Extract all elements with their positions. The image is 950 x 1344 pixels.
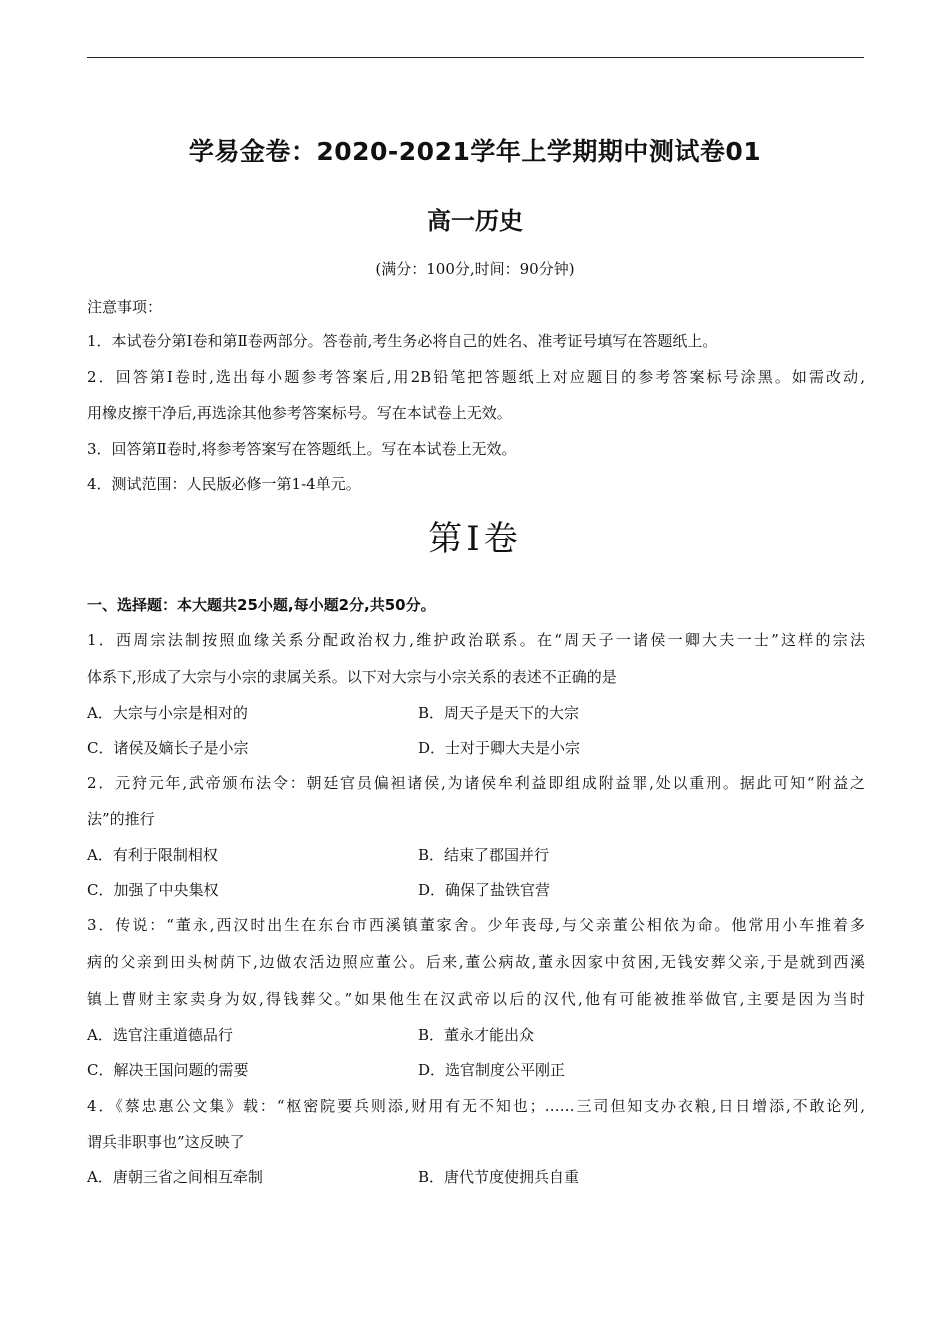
question-4-text: 谓兵非职事也”这反映了 [87, 1133, 245, 1151]
question-3-option-c: C．解决王国问题的需要 [87, 1061, 249, 1079]
question-3-text: 病的父亲到田头树荫下,边做农活边照应董公。后来,董公病故,董永因家中贫困,无钱安葬父亲,于是就到西溪 [87, 953, 865, 971]
question-2-option-c: C．加强了中央集权 [87, 881, 219, 899]
question-1-text: 体系下,形成了大宗与小宗的隶属关系。以下对大宗与小宗关系的表述不正确的是 [87, 668, 617, 686]
notice-item: 1．本试卷分第Ⅰ卷和第Ⅱ卷两部分。答卷前,考生务必将自己的姓名、准考证号填写在答题纸上。 [87, 332, 718, 350]
question-1-option-d: D．士对于卿大夫是小宗 [418, 739, 581, 757]
section-title: 一、选择题：本大题共25小题,每小题2分,共50分。 [87, 596, 436, 614]
question-3-option-a: A．选官注重道德品行 [87, 1026, 233, 1044]
notice-item: 2．回答第Ⅰ卷时,选出每小题参考答案后,用2B铅笔把答题纸上对应题目的参考答案标号涂黑。如需改动, [87, 368, 865, 386]
header-rule [87, 57, 864, 58]
question-3-option-d: D．选官制度公平刚正 [418, 1061, 566, 1079]
question-1-option-b: B．周天子是天下的大宗 [418, 704, 580, 722]
question-3-option-b: B．董永才能出众 [418, 1026, 535, 1044]
volume-title: 第Ⅰ卷 [428, 519, 522, 559]
notice-item: 3．回答第Ⅱ卷时,将参考答案写在答题纸上。写在本试卷上无效。 [87, 440, 517, 458]
notice-item: 4．测试范围：人民版必修一第1-4单元。 [87, 475, 361, 493]
notice-item: 用橡皮擦干净后,再选涂其他参考答案标号。写在本试卷上无效。 [87, 404, 512, 422]
question-4-option-b: B．唐代节度使拥兵自重 [418, 1168, 580, 1186]
question-1-option-a: A．大宗与小宗是相对的 [87, 704, 248, 722]
exam-title: 学易金卷：2020-2021学年上学期期中测试卷01 [188, 137, 762, 166]
question-2-text: 法”的推行 [87, 810, 155, 828]
question-1-text: 1．西周宗法制按照血缘关系分配政治权力,维护政治联系。在“周天子一诸侯一卿大夫一士”这样的宗法 [87, 631, 865, 649]
question-2-option-d: D．确保了盐铁官营 [418, 881, 551, 899]
notice-heading: 注意事项： [87, 298, 163, 316]
score-info: (满分：100分,时间：90分钟) [375, 260, 575, 278]
question-4-option-a: A．唐朝三省之间相互牵制 [87, 1168, 263, 1186]
question-1-option-c: C．诸侯及嫡长子是小宗 [87, 739, 249, 757]
question-4-text: 4．《蔡忠惠公文集》载：“枢密院要兵则添,财用有无不知也；……三司但知支办衣粮,日日增添,不敢论列, [87, 1097, 865, 1115]
question-2-option-b: B．结束了郡国并行 [418, 846, 550, 864]
subject-title: 高一历史 [427, 207, 523, 235]
question-3-text: 3．传说：“董永,西汉时出生在东台市西溪镇董家舍。少年丧母,与父亲董公相依为命。他常用小车推着多 [87, 916, 865, 934]
question-2-option-a: A．有利于限制相权 [87, 846, 218, 864]
question-3-text: 镇上曹财主家卖身为奴,得钱葬父。”如果他生在汉武帝以后的汉代,他有可能被推举做官,主要是因为当时 [87, 990, 865, 1008]
question-2-text: 2．元狩元年,武帝颁布法令：朝廷官员偏袒诸侯,为诸侯牟利益即组成附益罪,处以重刑。据此可知“附益之 [87, 774, 865, 792]
